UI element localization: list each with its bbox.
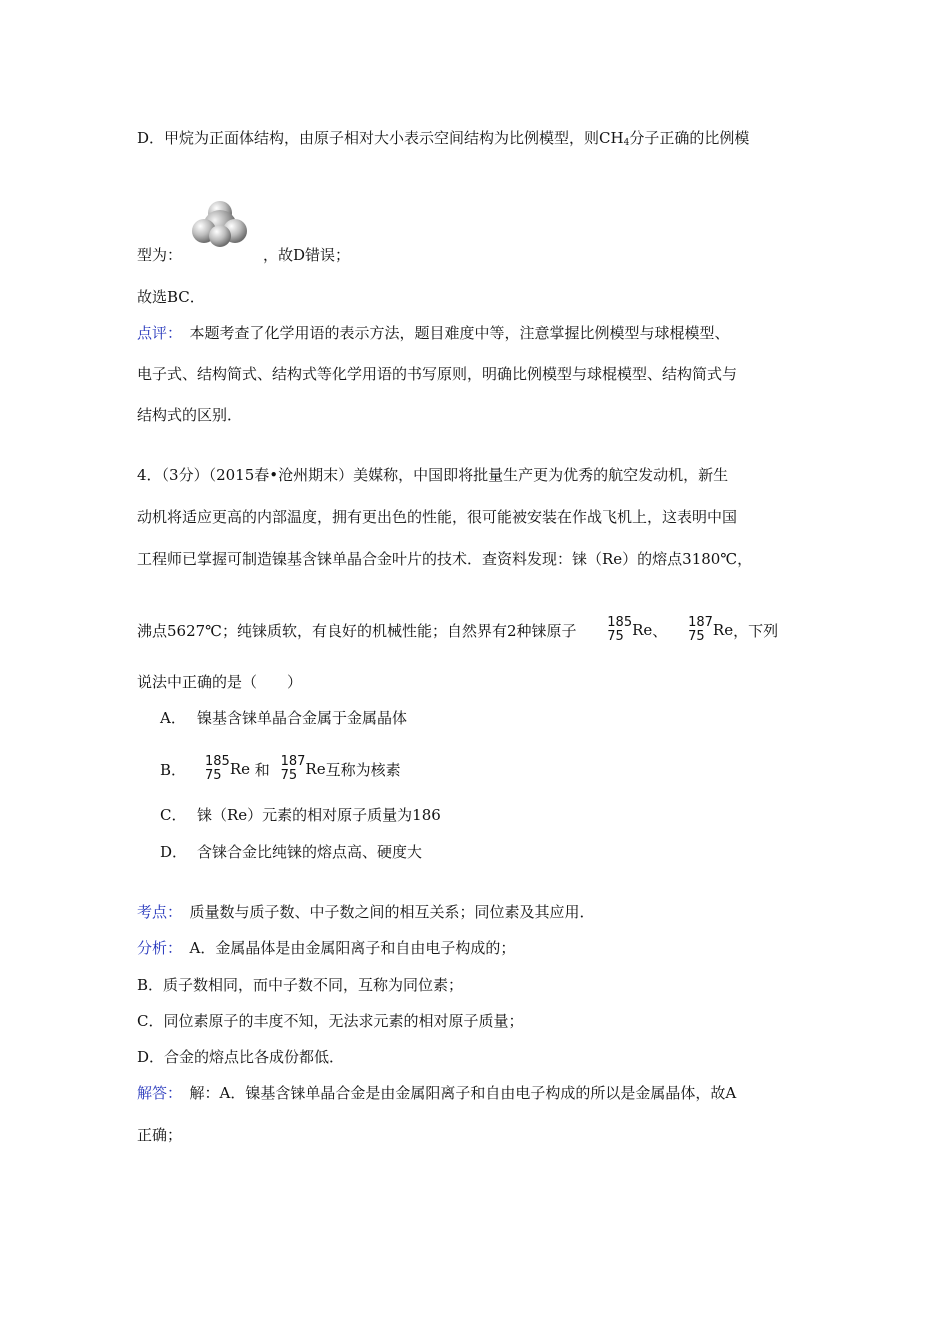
subscript: 4	[623, 138, 630, 148]
atomic-number: 75	[205, 768, 222, 783]
q3-answer: 故选BC．	[137, 288, 205, 306]
element-symbol: Re	[305, 760, 326, 778]
q4-option-a	[160, 708, 407, 728]
q4-option-c	[160, 805, 441, 825]
option-text: 镍基含铼单晶合金属于金属晶体	[197, 709, 408, 727]
q4-fenxi-b: B．质子数相同，而中子数不同，互称为同位素；	[137, 976, 464, 994]
isotope-re-187	[688, 616, 733, 644]
option-text: 铼（Re）元素的相对原子质量为186	[197, 806, 441, 824]
element-symbol: Re	[229, 760, 250, 778]
element-symbol: Re	[632, 621, 653, 639]
isotope-re-185	[607, 616, 652, 644]
text: A．金属晶体是由金属阳离子和自由电子构成的；	[189, 939, 516, 957]
mass-number: 185	[607, 615, 633, 630]
q4-option-d	[160, 842, 422, 862]
q4-jieda	[137, 1083, 736, 1103]
kaodian-tag: 考点：	[137, 903, 175, 921]
q4-fenxi-d: D．合金的熔点比各成份都低．	[137, 1048, 345, 1066]
methane-space-filling-model	[189, 199, 251, 249]
mass-number: 187	[280, 754, 306, 769]
atomic-number: 75	[607, 629, 624, 644]
comment-tag: 点评：	[137, 324, 175, 342]
option-letter: C．	[160, 806, 187, 824]
q3-comment-2: 电子式、结构简式、结构式等化学用语的书写原则，明确比例模型与球棍模型、结构简式与	[137, 365, 738, 383]
atomic-number: 75	[280, 768, 298, 783]
q4-kaodian	[137, 902, 595, 922]
q4-stem-2: 动机将适应更高的内部温度，拥有更出色的性能，很可能被安装在作战飞机上，这表明中国	[137, 508, 738, 526]
q4-stem-3: 工程师已掌握可制造镍基含铼单晶合金叶片的技术．查资料发现：铼（Re）的熔点3180℃，	[137, 550, 753, 568]
fenxi-tag: 分析：	[137, 939, 175, 957]
q3-comment-3: 结构式的区别．	[137, 406, 243, 424]
text: 型为：	[137, 246, 183, 264]
q3-comment-1	[137, 323, 730, 343]
text: 分子正确的比例模	[629, 129, 750, 147]
text: ，下列	[733, 622, 779, 640]
option-letter: D．	[160, 843, 188, 861]
option-text: 互称为核素	[325, 761, 401, 779]
q4-stem-4	[137, 615, 779, 646]
isotope-re-187	[281, 755, 326, 783]
text: 本题考查了化学用语的表示方法，题目难度中等，注意掌握比例模型与球棍模型、	[189, 324, 730, 342]
text: 解：A．镍基含铼单晶合金是由金属阳离子和自由电子构成的所以是金属晶体，故A	[189, 1084, 737, 1102]
text: 质量数与质子数、中子数之间的相互关系；同位素及其应用．	[189, 903, 595, 921]
atomic-number: 75	[688, 629, 705, 644]
option-letter: A．	[160, 709, 186, 727]
option-text: 和	[254, 761, 270, 779]
mass-number: 185	[205, 754, 230, 769]
q3-option-d-line	[137, 128, 749, 153]
option-letter: B．	[160, 761, 187, 779]
isotope-re-185	[205, 755, 250, 783]
q4-jieda-2: 正确；	[137, 1126, 183, 1144]
text: ，故D错误；	[263, 246, 351, 264]
option-text: 含铼合金比纯铼的熔点高、硬度大	[197, 843, 423, 861]
element-symbol: Re	[712, 621, 734, 639]
q4-fenxi-c: C．同位素原子的丰度不知，无法求元素的相对原子质量；	[137, 1012, 524, 1030]
q4-stem-5: 说法中正确的是（ ）	[137, 673, 303, 691]
mass-number: 187	[688, 615, 713, 630]
q4-fenxi	[137, 938, 515, 958]
text: D．甲烷为正面体结构，由原子相对大小表示空间结构为比例模型，则CH	[137, 129, 624, 147]
text: 沸点5627℃；纯铼质软，有良好的机械性能；自然界有2种铼原子	[137, 622, 577, 640]
jieda-tag: 解答：	[137, 1084, 175, 1102]
q4-stem-1: 4．（3分）（2015春•沧州期末）美媒称，中国即将批量生产更为优秀的航空发动机，新生	[137, 466, 729, 484]
q4-option-b	[160, 754, 401, 785]
text: 、	[652, 622, 668, 640]
